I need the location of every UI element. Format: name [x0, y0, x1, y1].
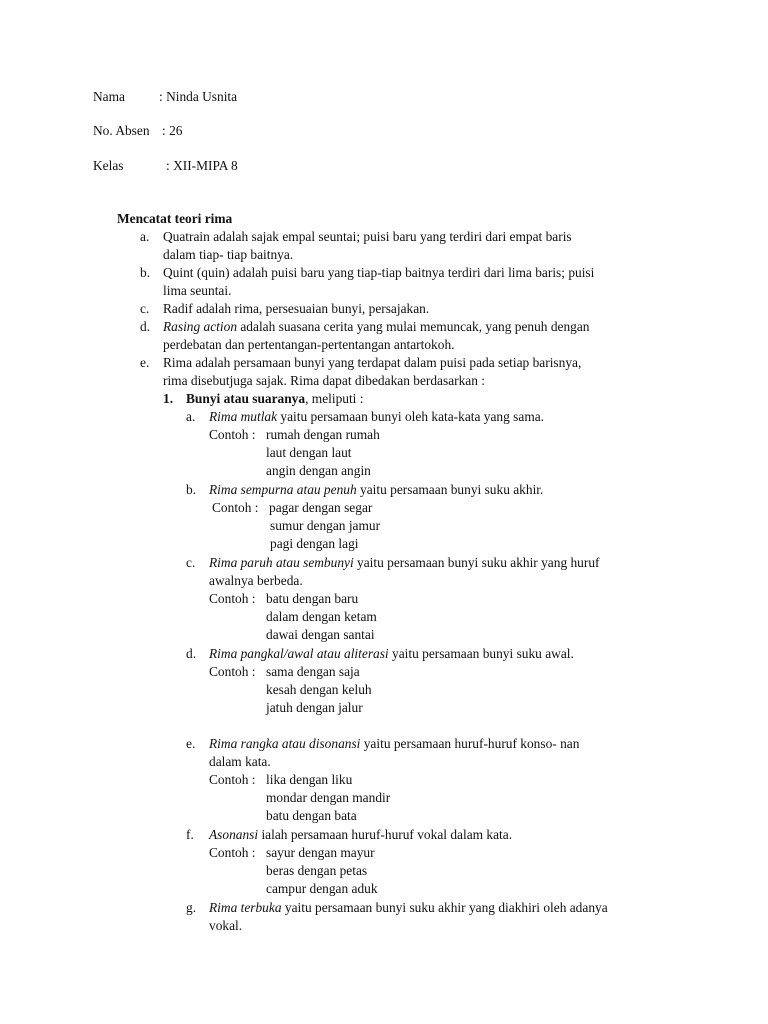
item-a-line2: dalam tiap- tiap baitnya.: [163, 247, 294, 262]
item-e-marker: e.: [140, 355, 150, 370]
numbered-marker: 1.: [163, 391, 174, 406]
sub-c-example: dawai dengan santai: [266, 627, 375, 642]
absen-label: No. Absen: [93, 123, 150, 138]
numbered-title: Bunyi atau suaranya: [186, 391, 306, 406]
item-b-line1: Quint (quin) adalah puisi baru yang tiap-tiap baitnya terdiri dari lima baris; puisi: [163, 265, 595, 280]
sub-f-line1: [209, 826, 512, 844]
item-d-line2: perdebatan dan pertentangan-pertentangan antartokoh.: [163, 337, 455, 352]
absen-value: : 26: [162, 123, 183, 138]
sub-d-example: sama dengan saja: [266, 664, 360, 679]
sub-b-example: pagar dengan segar: [269, 500, 373, 515]
sub-e-example: lika dengan liku: [266, 772, 353, 787]
nama-label: Nama: [93, 89, 125, 104]
sub-e-line2: dalam kata.: [209, 754, 271, 769]
sub-a-example: rumah dengan rumah: [266, 427, 380, 442]
sub-c-example: batu dengan baru: [266, 591, 359, 606]
numbered-rest: , meliputi :: [305, 391, 364, 406]
sub-g-marker: g.: [186, 900, 197, 915]
sub-g-rest: yaitu persamaan bunyi suku akhir yang diakhiri oleh adanya: [281, 900, 608, 915]
item-b-line2: lima seuntai.: [163, 283, 232, 298]
sub-e-rest: yaitu persamaan huruf-huruf konso- nan: [360, 736, 580, 751]
sub-g-line2: vokal.: [209, 918, 243, 933]
sub-b-contoh-label: Contoh :: [212, 500, 259, 515]
sub-c-rest: yaitu persamaan bunyi suku akhir yang huruf: [353, 555, 600, 570]
sub-d-example: jatuh dengan jalur: [266, 700, 363, 715]
sub-f-example: campur dengan aduk: [266, 881, 378, 896]
sub-a-example: angin dengan angin: [266, 463, 371, 478]
sub-b-marker: b.: [186, 482, 197, 497]
sub-e-line1: [209, 735, 579, 753]
section-title: Mencatat teori rima: [117, 211, 233, 226]
sub-f-example: sayur dengan mayur: [266, 845, 375, 860]
sub-a-example: laut dengan laut: [266, 445, 352, 460]
item-d-marker: d.: [140, 319, 151, 334]
sub-d-term: Rima pangkal/awal atau aliterasi: [209, 646, 389, 661]
sub-d-marker: d.: [186, 646, 197, 661]
sub-g-term: Rima terbuka: [209, 900, 282, 915]
sub-e-example: mondar dengan mandir: [266, 790, 391, 805]
kelas-value: : XII-MIPA 8: [166, 158, 238, 173]
sub-d-rest: yaitu persamaan bunyi suku awal.: [388, 646, 574, 661]
sub-c-marker: c.: [186, 555, 196, 570]
item-d-line1: [163, 318, 590, 336]
item-e-line1: Rima adalah persamaan bunyi yang terdapat dalam puisi pada setiap barisnya,: [163, 355, 582, 370]
sub-b-rest: yaitu persamaan bunyi suku akhir.: [356, 482, 544, 497]
sub-c-example: dalam dengan ketam: [266, 609, 377, 624]
numbered-line: [186, 390, 363, 408]
item-b-marker: b.: [140, 265, 151, 280]
sub-a-contoh-label: Contoh :: [209, 427, 256, 442]
item-a-marker: a.: [140, 229, 150, 244]
nama-value: : Ninda Usnita: [159, 89, 238, 104]
item-d-term: Rasing action: [163, 319, 238, 334]
kelas-label: Kelas: [93, 158, 124, 173]
sub-e-marker: e.: [186, 736, 196, 751]
sub-c-line2: awalnya berbeda.: [209, 573, 303, 588]
sub-c-contoh-label: Contoh :: [209, 591, 256, 606]
sub-a-term: Rima mutlak: [209, 409, 278, 424]
sub-b-example: pagi dengan lagi: [270, 536, 359, 551]
sub-f-example: beras dengan petas: [266, 863, 368, 878]
item-c-marker: c.: [140, 301, 150, 316]
sub-b-example: sumur dengan jamur: [270, 518, 381, 533]
sub-e-example: batu dengan bata: [266, 808, 357, 823]
item-c-line1: Radif adalah rima, persesuaian bunyi, persajakan.: [163, 301, 430, 316]
sub-e-term: Rima rangka atau disonansi: [209, 736, 361, 751]
sub-b-term: Rima sempurna atau penuh: [209, 482, 357, 497]
sub-f-rest: ialah persamaan huruf-huruf vokal dalam kata.: [258, 827, 513, 842]
sub-b-line1: [209, 481, 543, 499]
sub-d-line1: [209, 645, 574, 663]
sub-f-marker: f.: [186, 827, 194, 842]
sub-f-contoh-label: Contoh :: [209, 845, 256, 860]
sub-d-example: kesah dengan keluh: [266, 682, 372, 697]
sub-g-line1: [209, 899, 608, 917]
sub-d-contoh-label: Contoh :: [209, 664, 256, 679]
item-a-line1: Quatrain adalah sajak empal seuntai; puisi baru yang terdiri dari empat baris: [163, 229, 572, 244]
sub-e-contoh-label: Contoh :: [209, 772, 256, 787]
sub-c-term: Rima paruh atau sembunyi: [209, 555, 354, 570]
item-e-line2: rima disebutjuga sajak. Rima dapat dibedakan berdasarkan :: [163, 373, 486, 388]
sub-f-term: Asonansi: [209, 827, 259, 842]
item-d-line1-rest: adalah suasana cerita yang mulai memuncak, yang penuh dengan: [237, 319, 590, 334]
sub-c-line1: [209, 554, 600, 572]
sub-a-rest: yaitu persamaan bunyi oleh kata-kata yang sama.: [277, 409, 545, 424]
sub-a-line1: [209, 408, 544, 426]
sub-a-marker: a.: [186, 409, 196, 424]
